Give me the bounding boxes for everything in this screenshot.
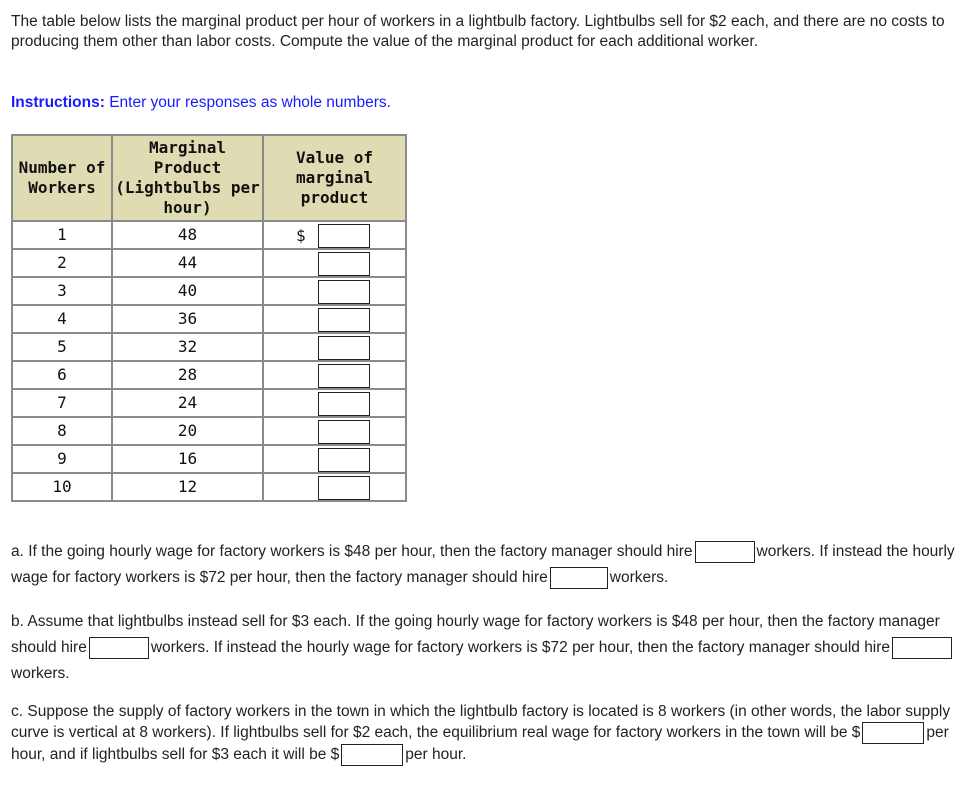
header-marginal-product: Marginal Product (Lightbulbs per hour) (112, 135, 263, 221)
instructions (11, 93, 391, 113)
marginal-product-cell: 44 (112, 249, 263, 277)
vmp-input-1[interactable] (318, 224, 370, 248)
table-row (12, 473, 406, 501)
qa-hire-at-72-input[interactable] (550, 567, 608, 589)
qb-hire-at-72-input[interactable] (892, 637, 952, 659)
vmp-input-4[interactable] (318, 308, 370, 332)
vmp-cell (263, 277, 406, 305)
vmp-cell (263, 417, 406, 445)
workers-cell: 10 (12, 473, 112, 501)
table-row (12, 221, 406, 249)
vmp-cell (263, 249, 406, 277)
vmp-cell (263, 221, 406, 249)
vmp-cell (263, 333, 406, 361)
workers-cell: 5 (12, 333, 112, 361)
table-row (12, 277, 406, 305)
marginal-product-cell: 20 (112, 417, 263, 445)
marginal-product-cell: 12 (112, 473, 263, 501)
question-b-text-3: workers. (11, 665, 70, 682)
vmp-input-9[interactable] (318, 448, 370, 472)
qc-wage-at-3-input[interactable] (341, 744, 403, 766)
header-value-of-marginal-product: Value of marginal product (263, 135, 406, 221)
dollar-sign: $ (296, 226, 306, 245)
workers-cell: 4 (12, 305, 112, 333)
question-a (11, 539, 956, 591)
question-b (11, 609, 956, 687)
workers-cell: 8 (12, 417, 112, 445)
vmp-input-7[interactable] (318, 392, 370, 416)
vmp-cell (263, 361, 406, 389)
vmp-input-5[interactable] (318, 336, 370, 360)
table-row (12, 249, 406, 277)
marginal-product-cell: 16 (112, 445, 263, 473)
marginal-product-cell: 36 (112, 305, 263, 333)
vmp-input-10[interactable] (318, 476, 370, 500)
vmp-input-2[interactable] (318, 252, 370, 276)
vmp-input-3[interactable] (318, 280, 370, 304)
marginal-product-cell: 24 (112, 389, 263, 417)
qa-hire-at-48-input[interactable] (695, 541, 755, 563)
question-a-text-1: a. If the going hourly wage for factory workers is $48 per hour, then the factory manager should hire (11, 543, 693, 560)
workers-cell: 1 (12, 221, 112, 249)
table-row (12, 389, 406, 417)
workers-cell: 3 (12, 277, 112, 305)
question-b-text-1: b. Assume that lightbulbs instead sell for $3 each. If the going hourly wage for factory workers is $48 per hour, then the factory manager should hire (11, 613, 940, 656)
vmp-cell (263, 389, 406, 417)
table-row (12, 445, 406, 473)
vmp-input-8[interactable] (318, 420, 370, 444)
question-c-text-2: per hour, and if lightbulbs sell for $3 each it will be $ (11, 724, 949, 764)
problem-intro: The table below lists the marginal product per hour of workers in a lightbulb factory. Lightbulbs sell for $2 each, and there are no costs to producing them other than labor costs. Compute the value of the marginal product for each additional worker. (11, 13, 945, 50)
vmp-input-6[interactable] (318, 364, 370, 388)
table-row (12, 333, 406, 361)
workers-cell: 7 (12, 389, 112, 417)
table-row (12, 417, 406, 445)
marginal-product-cell: 28 (112, 361, 263, 389)
table-row (12, 305, 406, 333)
table-row (12, 361, 406, 389)
question-c (11, 701, 956, 766)
marginal-product-cell: 32 (112, 333, 263, 361)
question-a-text-2: workers. If instead the hourly wage for factory workers is $72 per hour, then the factory manager should hire (11, 543, 955, 586)
question-c-text-3: per hour. (405, 746, 467, 764)
vmp-cell (263, 473, 406, 501)
instructions-text: Enter your responses as whole numbers. (109, 94, 391, 111)
workers-cell: 2 (12, 249, 112, 277)
instructions-label: Instructions: (11, 94, 105, 111)
marginal-product-table (11, 134, 407, 502)
qc-wage-at-2-input[interactable] (862, 722, 924, 744)
marginal-product-cell: 48 (112, 221, 263, 249)
question-a-text-3: workers. (609, 569, 669, 586)
workers-cell: 9 (12, 445, 112, 473)
vmp-cell (263, 305, 406, 333)
header-number-of-workers: Number of Workers (12, 135, 112, 221)
vmp-cell (263, 445, 406, 473)
marginal-product-cell: 40 (112, 277, 263, 305)
question-b-text-2: workers. If instead the hourly wage for factory workers is $72 per hour, then the factory manager should hire (150, 639, 891, 656)
qb-hire-at-48-input[interactable] (89, 637, 149, 659)
question-c-text-1: c. Suppose the supply of factory workers in the town in which the lightbulb factory is located is 8 workers (in other words, the labor supply curve is vertical at 8 workers). If lightbulbs sell for $2 each, the equilibrium real wage for factory workers in the town will be $ (11, 703, 951, 742)
workers-cell: 6 (12, 361, 112, 389)
